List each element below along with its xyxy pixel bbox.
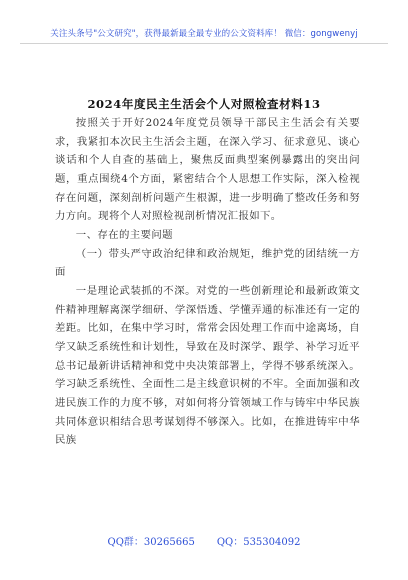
footer-qq-number: QQ：535304092 xyxy=(216,537,301,548)
header-divider xyxy=(20,43,388,44)
footer-contact xyxy=(0,533,408,548)
document-title: 2024年度民主生活会个人对照检查材料13 xyxy=(87,97,321,111)
section-heading: 一、存在的主要问题 xyxy=(75,228,173,241)
paragraph-detail: 一是理论武装抓的不深。对党的一些创新理论和最新政策文件精神理解离深学细研、学深悟透、学懂弄通的标准还有一定的差距。比如，在集中学习时，常常会因处理工作而中途离场，自学又缺乏系统性和计划性，导致在及时深学、跟学、补学习近平总书记最新讲话精神和党中央决策部署上，学得不够系统深入。学习缺乏系统性、全面性二是主线意识树的不牢。全面加强和改进民族工作的力度不够，对如何将分管领域工作与铸牢中华民族共同体意识相结合思考谋划得不够深入。比如，在推进铸牢中华民族 xyxy=(55,284,360,447)
subsection-heading: （一）带头严守政治纪律和政治规矩，维护党的团结统一方面 xyxy=(55,247,360,279)
document-body xyxy=(55,114,360,450)
header-banner: 关注头条号"公文研究"，获得最新最全最专业的公文资料库！ 微信：gongwenyj xyxy=(50,29,358,39)
paragraph-intro: 按照关于开好2024年度党员领导干部民主生活会有关要求，我紧扣本次民主生活会主题，在深入学习、征求意见、谈心谈话和个人自查的基础上，聚焦反面典型案例暴露出的突出问题，重点围绕4个方面，紧密结合个人思想工作实际，深入检视存在问题，深刻剖析问题产生根源，进一步明确了整改任务和努力方向。现将个人对照检视剖析情况汇报如下。 xyxy=(55,117,360,223)
footer-qq-group: QQ群：30265665 xyxy=(107,537,195,548)
